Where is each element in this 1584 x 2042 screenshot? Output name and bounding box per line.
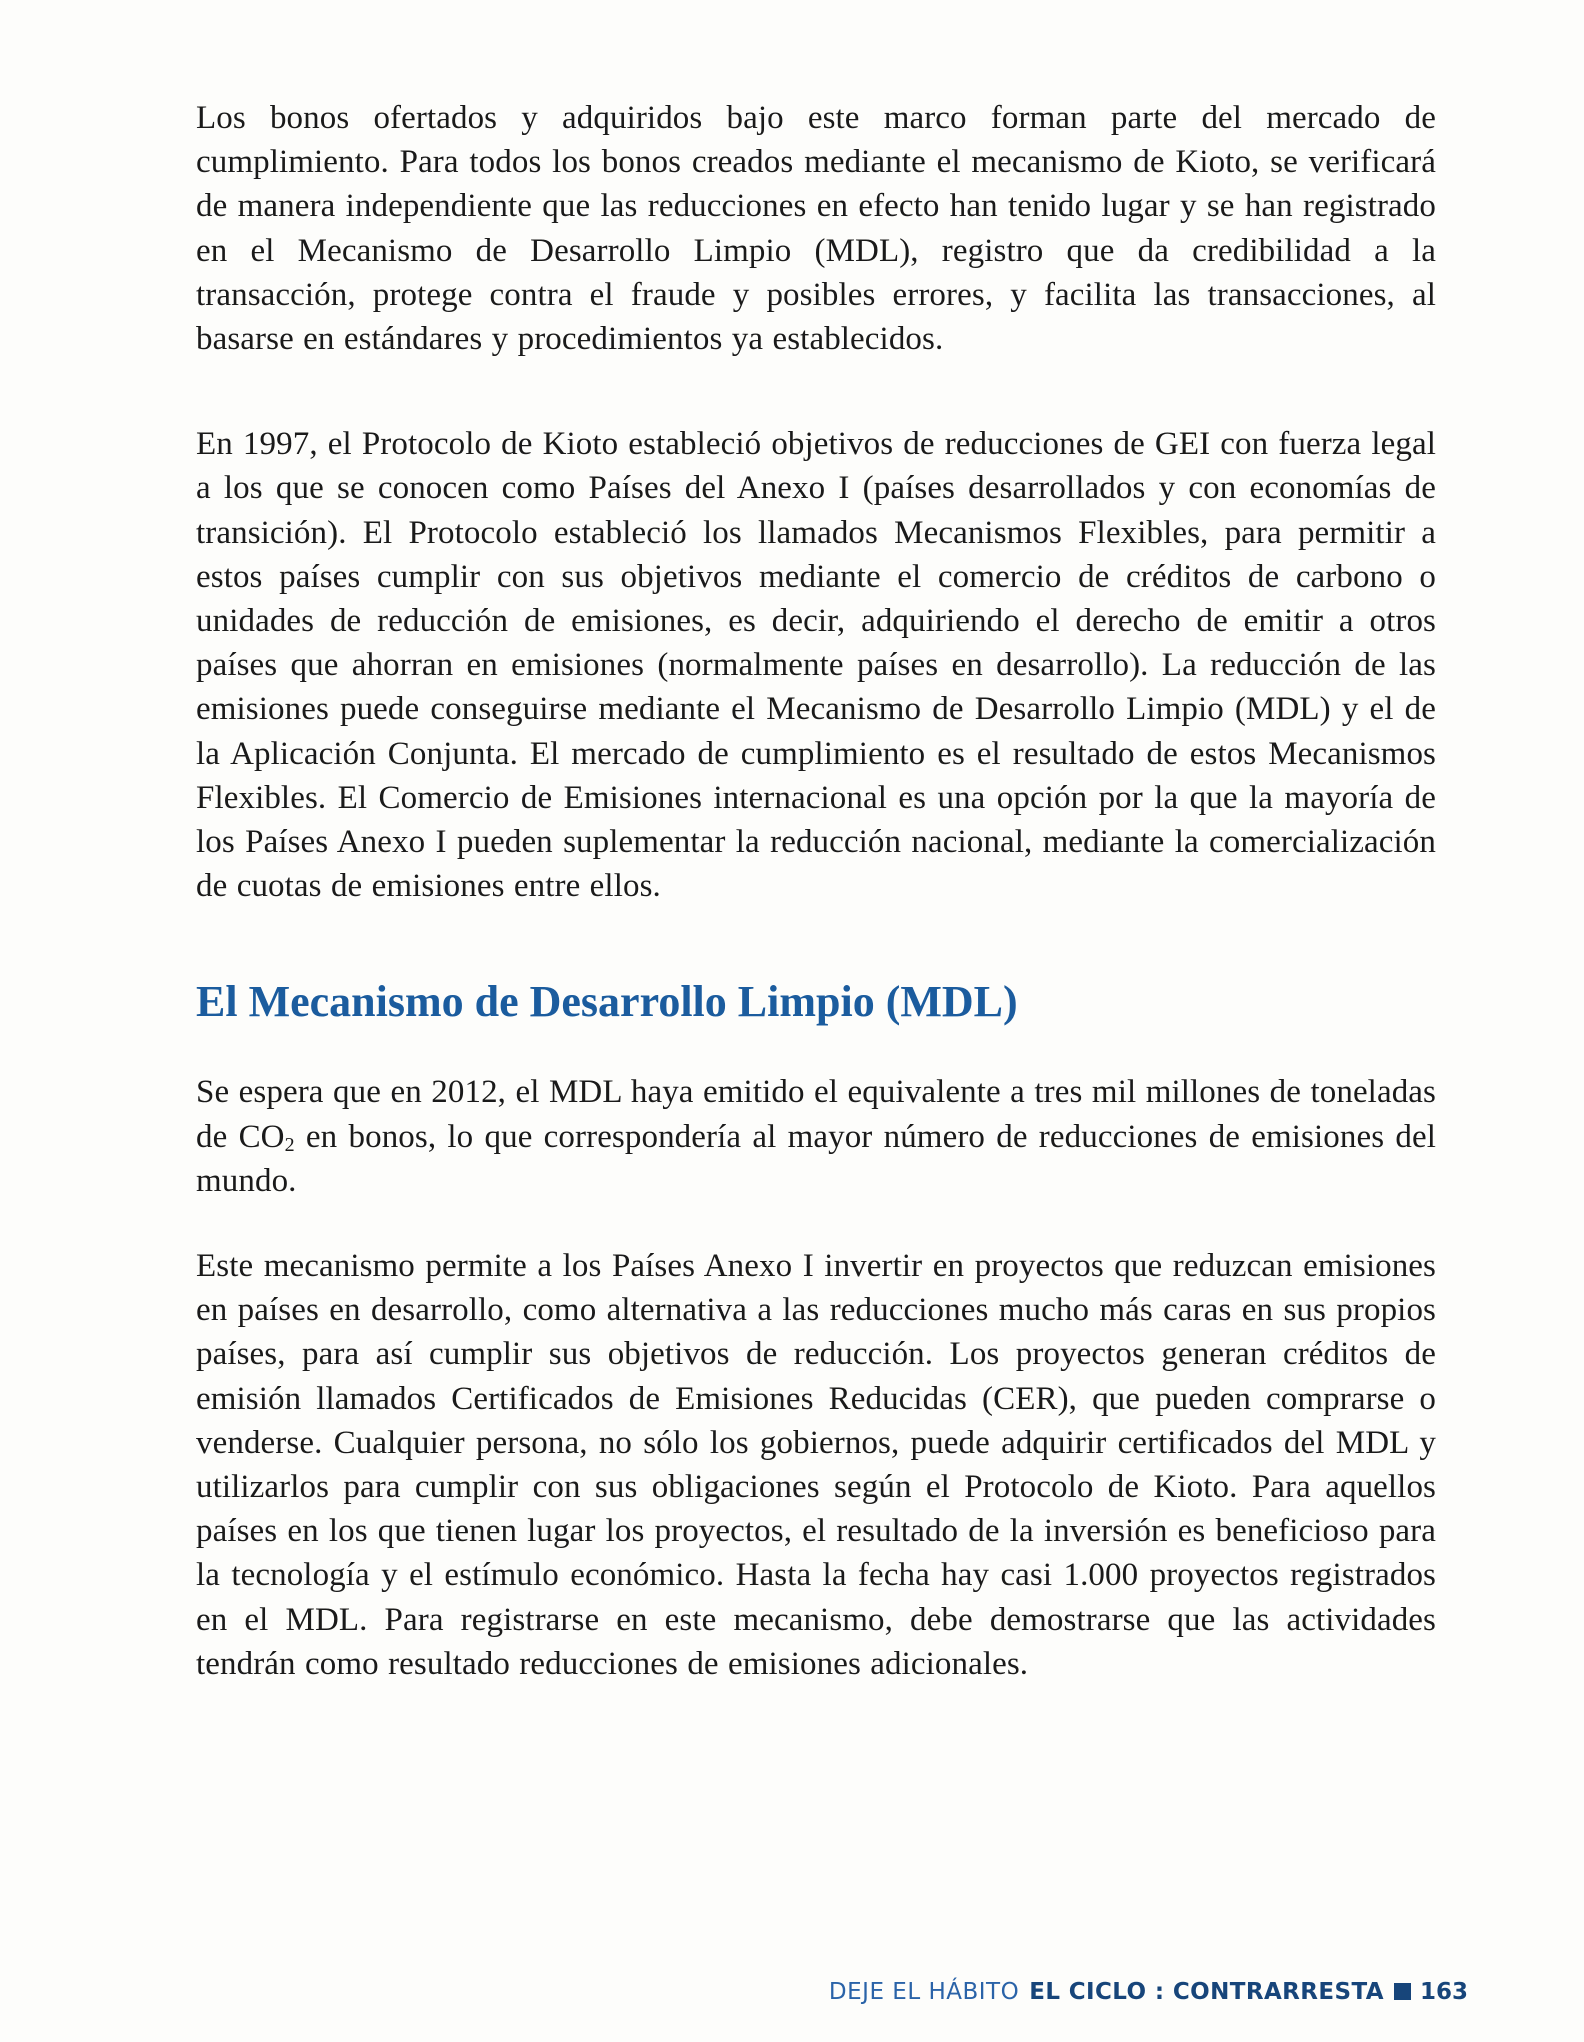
footer-chapter-title: EL CICLO : CONTRARRESTA [1029, 1979, 1384, 2005]
paragraph-mdl-mechanism: Este mecanismo permite a los Países Anexo I invertir en proyectos que reduzcan emisiones en países en desarrollo, como alternativa a las reducciones mucho más caras en sus propios países, para así cumplir sus objetivos de reducción. Los proyectos generan créditos de emisión llamados Certificados de Emisiones Reducidas (CER), que pueden comprarse o venderse. Cualquier persona, no sólo los gobiernos, puede adquirir certificados del MDL y utilizarlos para cumplir con sus obligaciones según el Protocolo de Kioto. Para aquellos países en los que tienen lugar los proyectos, el resultado de la inversión es beneficioso para la tecnología y el estímulo económico. Hasta la fecha hay casi 1.000 proyectos registrados en el MDL. Para registrarse en este mecanismo, debe demostrarse que las actividades tendrán como resultado reducciones de emisiones adicionales. [196, 1248, 1436, 1682]
co2-subscript: 2 [284, 1133, 295, 1156]
section-heading-mdl: El Mecanismo de Desarrollo Limpio (MDL) [196, 977, 1018, 1027]
footer-square-icon [1394, 1983, 1411, 2000]
page-number: 163 [1419, 1979, 1468, 2005]
paragraph-mdl-expectation [196, 1070, 1436, 1203]
paragraph-mdl-expectation-part1: Se espera que en 2012, el MDL haya emitido el equivalente a tres mil millones de toneladas de CO [196, 1074, 1436, 1155]
page-footer [829, 1977, 1468, 2007]
paragraph-mdl-expectation-part2: en bonos, lo que correspondería al mayor número de reducciones de emisiones del mundo. [196, 1118, 1436, 1199]
paragraph-kyoto-protocol: En 1997, el Protocolo de Kioto estableció objetivos de reducciones de GEI con fuerza legal a los que se conocen como Países del Anexo I (países desarrollados y con economías de transición). El Protocolo estableció los llamados Mecanismos Flexibles, para permitir a estos países cumplir con sus objetivos mediante el comercio de créditos de carbono o unidades de reducción de emisiones, es decir, adquiriendo el derecho de emitir a otros países que ahorran en emisiones (normalmente países en desarrollo). La reducción de las emisiones puede conseguirse mediante el Mecanismo de Desarrollo Limpio (MDL) y el de la Aplicación Conjunta. El mercado de cumplimiento es el resultado de estos Mecanismos Flexibles. El Comercio de Emisiones internacional es una opción por la que la mayoría de los Países Anexo I pueden suplementar la reducción nacional, mediante la comercialización de cuotas de emisiones entre ellos. [196, 426, 1436, 905]
footer-series-title: DEJE EL HÁBITO [828, 1979, 1020, 2005]
page-body [196, 96, 1436, 1686]
paragraph-compliance-market: Los bonos ofertados y adquiridos bajo este marco forman parte del mercado de cumplimiento. Para todos los bonos creados mediante el mecanismo de Kioto, se verificará de manera independiente que las reducciones en efecto han tenido lugar y se han registrado en el Mecanismo de Desarrollo Limpio (MDL), registro que da credibilidad a la transacción, protege contra el fraude y posibles errores, y facilita las transacciones, al basarse en estándares y procedimientos ya establecidos. [196, 100, 1436, 358]
